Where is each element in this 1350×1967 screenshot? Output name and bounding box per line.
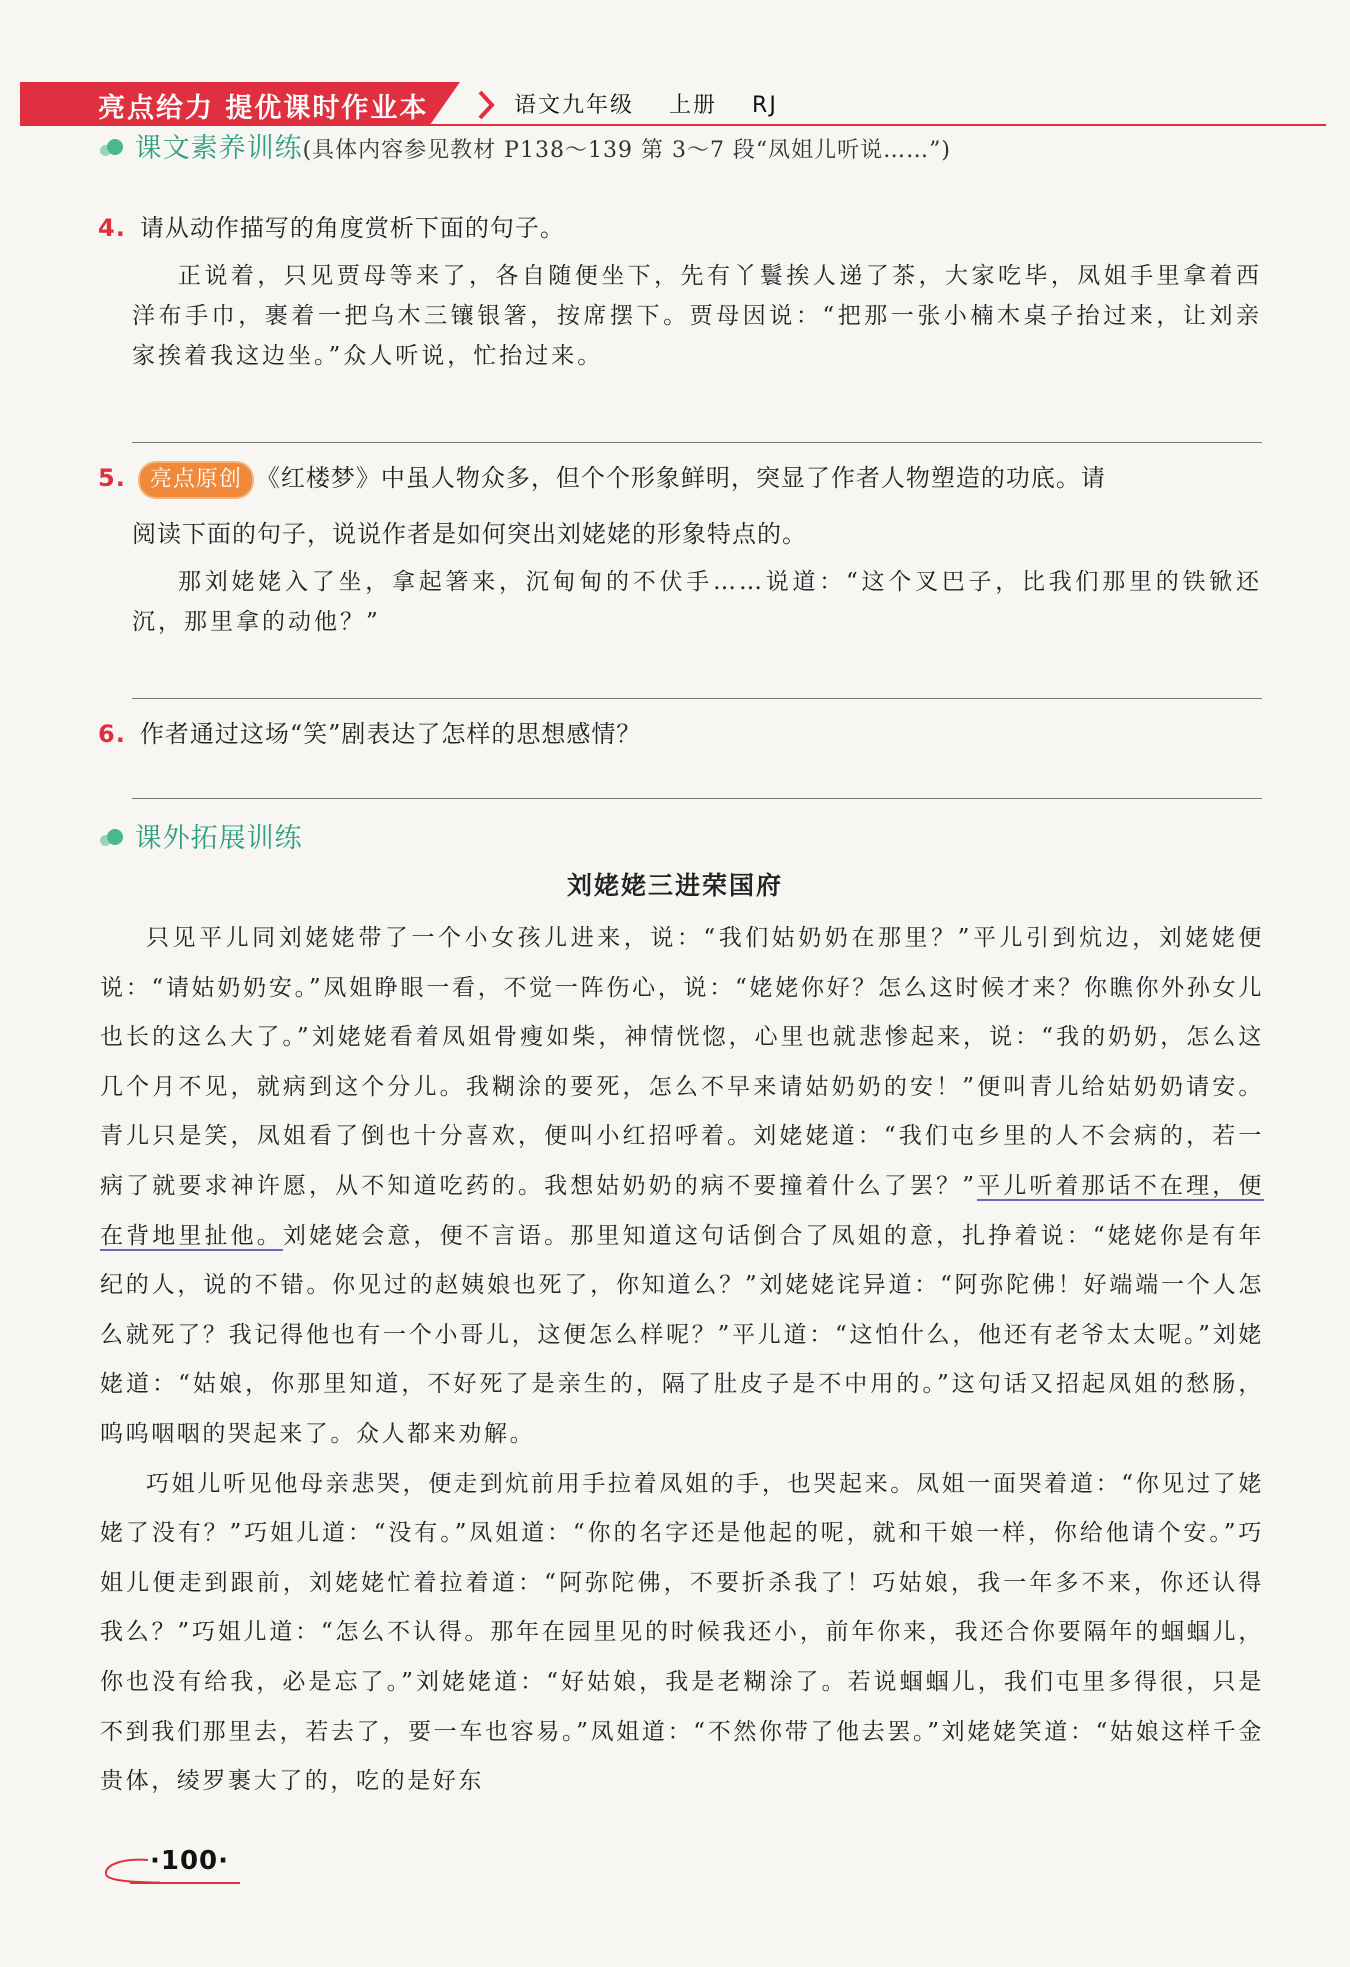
book-info — [514, 88, 804, 119]
bullet-dots-icon — [100, 134, 126, 160]
answer-line[interactable] — [132, 798, 1262, 799]
question-number: 6. — [98, 720, 126, 748]
article-paragraph-1 — [100, 914, 1264, 1460]
question-6 — [98, 714, 641, 754]
question-prompt-line2: 阅读下面的句子，说说作者是如何突出刘姥姥的形象特点的。 — [132, 520, 807, 548]
page-header — [20, 82, 1330, 126]
p1-text-before: 只见平儿同刘姥姥带了一个小女孩儿进来，说：“我们姑奶奶在那里？”平儿引到炕边，刘姥姥便说：“请姑奶奶安。”凤姐睁眼一看，不觉一阵伤心，说：“姥姥你好？怎么这时候才来？你瞧你外孙女儿也长的这么大了。”刘姥姥看着凤姐骨瘦如柴，神情恍惚，心里也就悲惨起来，说：“我的奶奶，怎么这几个月不见，就病到这个分儿。我糊涂的要死，怎么不早来请姑奶奶的安！”便叫青儿给姑奶奶请安。青儿只是笑，凤姐看了倒也十分喜欢，便叫小红招呼着。刘姥姥道：“我们屯乡里的人不会病的，若一病了就要求神许愿，从不知道吃药的。我想姑奶奶的病不要撞着什么了罢？” — [100, 925, 1264, 1199]
answer-line[interactable] — [132, 442, 1262, 443]
answer-line[interactable] — [132, 698, 1262, 699]
question-number: 4. — [98, 214, 126, 242]
question-prompt: 作者通过这场“笑”剧表达了怎样的思想感情？ — [139, 720, 642, 748]
p1-text-after: 刘姥姥会意，便不言语。那里知道这句话倒合了凤姐的意，扎挣着说：“姥姥你是有年纪的人，说的不错。你见过的赵姨娘也死了，你知道么？”刘姥姥诧异道：“阿弥陀佛！好端端一个人怎么就死了？我记得他也有一个小哥儿，这便怎么样呢？”平儿道：“这怕什么，他还有老爷太太呢。”刘姥姥道：“姑娘，你那里知道，不好死了是亲生的，隔了肚皮子是不中用的。”这句话又招起凤姐的愁肠，呜呜咽咽的哭起来了。众人都来劝解。 — [100, 1222, 1265, 1447]
brand-title: 亮点给力 提优课时作业本 — [98, 93, 429, 124]
underlined-sentence: 平儿听着那话不在理，便在背地里扯他。 — [100, 1172, 1264, 1249]
question-number: 5. — [98, 464, 126, 492]
section-heading-extension — [100, 816, 303, 855]
original-badge: 亮点原创 — [140, 463, 252, 497]
volume: 上册 — [669, 93, 718, 118]
section-title: 课外拓展训练 — [134, 823, 303, 854]
page-number-text: ·100· — [150, 1846, 230, 1876]
section-title: 课文素养训练 — [134, 133, 303, 164]
question-4 — [98, 208, 565, 248]
article-title: 刘姥姥三进荣国府 — [566, 871, 783, 900]
chevron-right-icon — [478, 90, 496, 120]
section-heading-course — [100, 126, 951, 165]
bullet-dots-icon — [100, 824, 126, 850]
question-4-excerpt: 正说着，只见贾母等来了，各自随便坐下，先有丫鬟挨人递了茶，大家吃毕，凤姐手里拿着西洋布手巾，裹着一把乌木三镶银箸，按席摆下。贾母因说：“把那一张小楠木桌子抬过来，让刘亲家挨着我这边坐。”众人听说，忙抬过来。 — [132, 263, 1262, 369]
question-prompt-line1: 《红楼梦》中虽人物众多，但个个形象鲜明，突显了作者人物塑造的功底。请 — [255, 464, 1106, 492]
edition: RJ — [752, 93, 778, 118]
page-number — [100, 1846, 240, 1886]
question-prompt: 请从动作描写的角度赏析下面的句子。 — [139, 214, 565, 242]
question-5-excerpt: 那刘姥姥入了坐，拿起箸来，沉甸甸的不伏手……说道：“这个叉巴子，比我们那里的铁锨还沉，那里拿的动他？” — [132, 569, 1262, 635]
article-paragraph-2: 巧姐儿听见他母亲悲哭，便走到炕前用手拉着凤姐的手，也哭起来。凤姐一面哭着道：“你见过了姥姥了没有？”巧姐儿道：“没有。”凤姐道：“你的名字还是他起的呢，就和干娘一样，你给他请个安。”巧姐儿便走到跟前，刘姥姥忙着拉着道：“阿弥陀佛，不要折杀我了！巧姑娘，我一年多不来，你还认得我么？”巧姐儿道：“怎么不认得。那年在园里见的时候我还小，前年你来，我还合你要隔年的蝈蝈儿，你也没有给我，必是忘了。”刘姥姥道：“好姑娘，我是老糊涂了。若说蝈蝈儿，我们屯里多得很，只是不到我们那里去，若去了，要一车也容易。”凤姐道：“不然你带了他去罢。”刘姥姥笑道：“姑娘这样千金贵体，绫罗裹大了的，吃的是好东 — [100, 1470, 1264, 1795]
subject-grade: 语文九年级 — [514, 93, 635, 118]
question-5 — [98, 458, 1106, 498]
question-5-line2 — [132, 514, 807, 554]
section-note: (具体内容参见教材 P138～139 第 3～7 段“凤姐儿听说……”) — [302, 138, 952, 163]
article-body — [100, 914, 1264, 1807]
page-number-rule — [130, 1882, 240, 1884]
